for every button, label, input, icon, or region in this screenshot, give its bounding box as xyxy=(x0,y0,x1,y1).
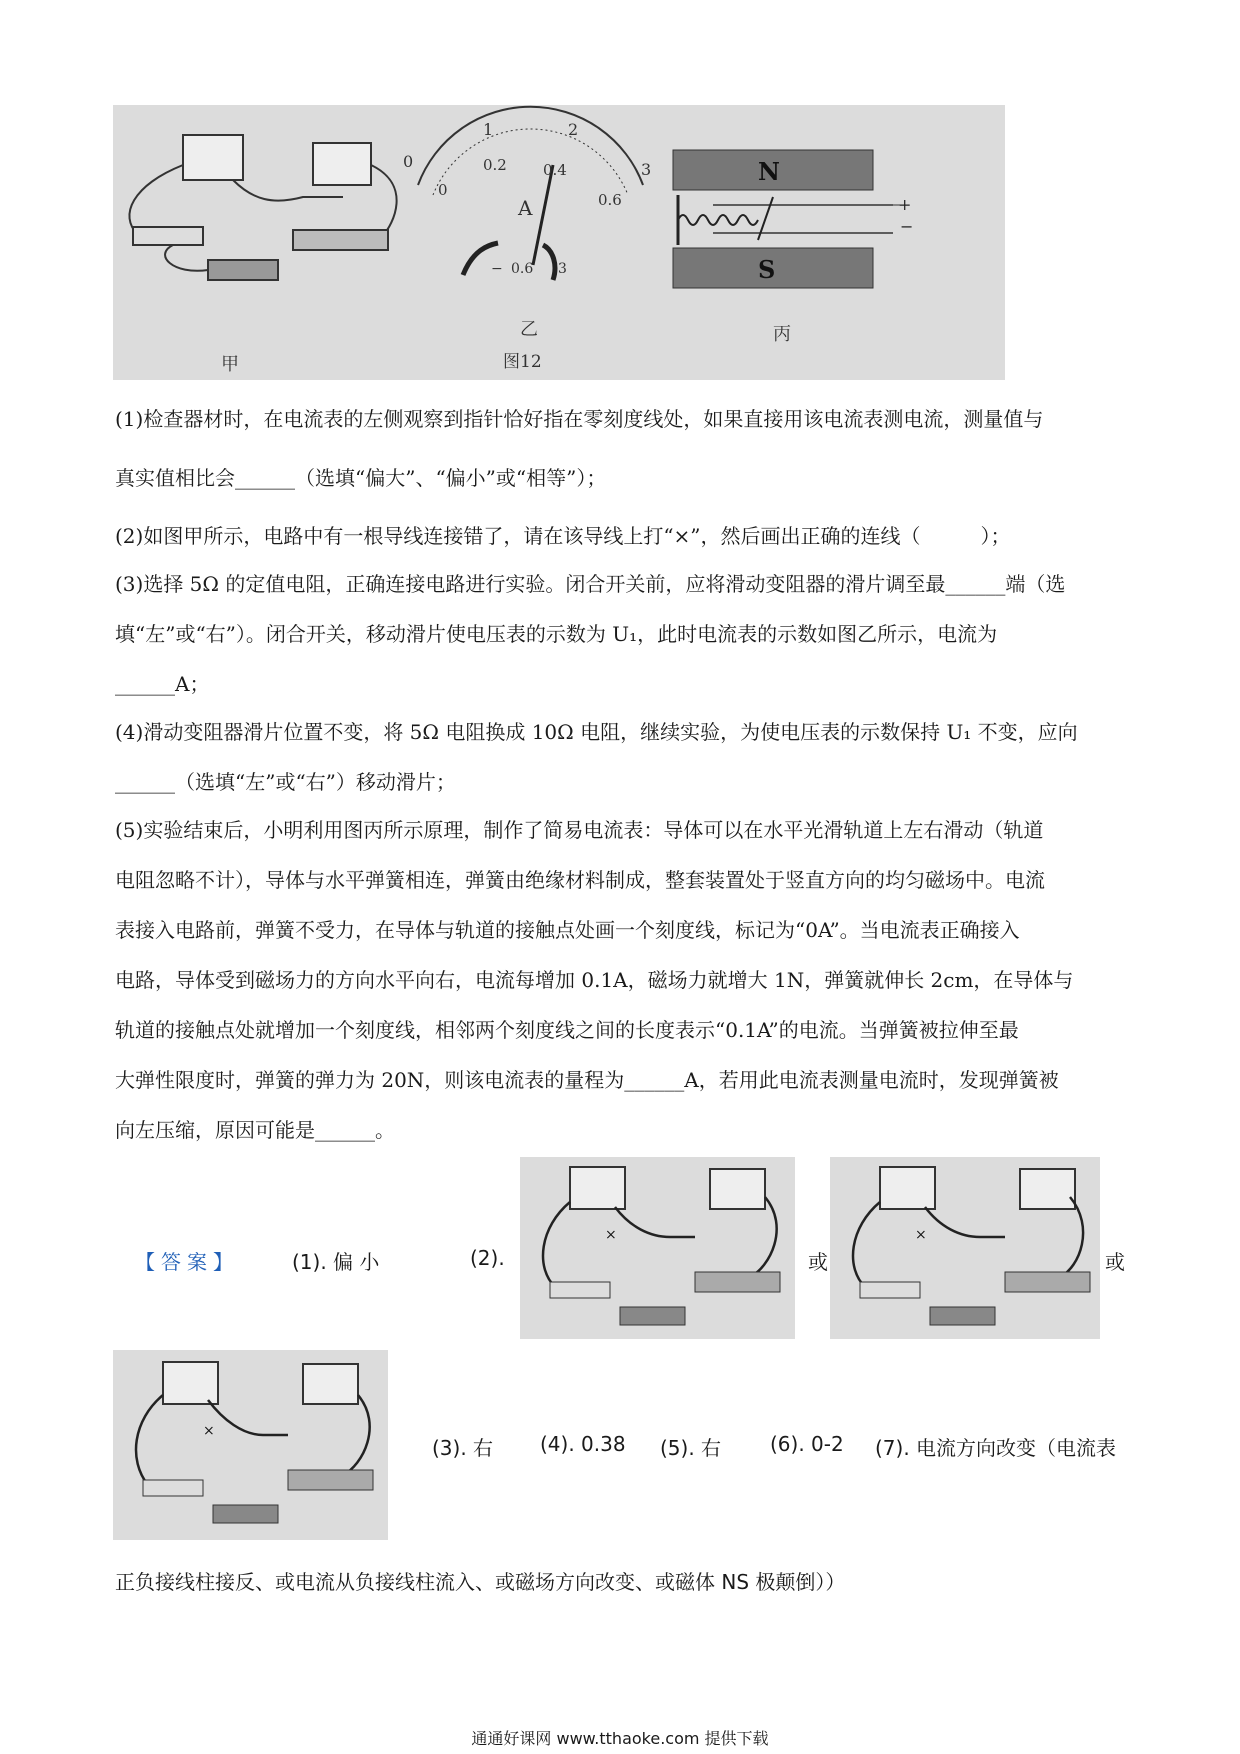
terminal-minus: − xyxy=(491,261,503,277)
answer-circuit-photo-2 xyxy=(830,1157,1100,1339)
q5-line1: (5)实验结束后，小明利用图丙所示原理，制作了简易电流表：导体可以在水平光滑轨道上左右滑动（轨道 xyxy=(115,818,1044,842)
label-yi: 乙 xyxy=(520,319,538,340)
scale-top-3: 3 xyxy=(641,160,652,179)
magnet-apparatus-bing xyxy=(673,150,913,288)
q5-line2: 电阻忽略不计），导体与水平弹簧相连，弹簧由绝缘材料制成，整套装置处于竖直方向的均匀磁场中。电流 xyxy=(115,868,1045,892)
answer-2: (2). xyxy=(470,1246,505,1270)
q4-line1: (4)滑动变阻器滑片位置不变，将 5Ω 电阻换成 10Ω 电阻，继续实验，为使电压表的示数保持 U₁ 不变，应向 xyxy=(115,720,1078,744)
circuit-diagram-jia xyxy=(129,135,396,280)
label-bing: 丙 xyxy=(773,324,791,345)
answer-7-continued: 正负接线柱接反、或电流从负接线柱流入、或磁场方向改变、或磁体 NS 极颠倒）） xyxy=(115,1570,846,1594)
answer-6: (6). 0-2 xyxy=(770,1432,844,1456)
scale-bottom-02: 0.2 xyxy=(483,156,507,174)
q1-line1: (1)检查器材时，在电流表的左侧观察到指针恰好指在零刻度线处，如果直接用该电流表测电流，测量值与 xyxy=(115,407,1044,431)
ammeter-unit: A xyxy=(518,196,533,220)
label-jia: 甲 xyxy=(221,354,239,375)
answer-or-1: 或 xyxy=(808,1250,828,1274)
figure-caption: 图12 xyxy=(503,352,542,372)
figure-12-drawing xyxy=(113,105,1005,380)
answer-5: (5). 右 xyxy=(660,1436,722,1460)
svg-text:×: × xyxy=(915,1227,927,1243)
answer-or-2: 或 xyxy=(1105,1250,1125,1274)
q2: (2)如图甲所示，电路中有一根导线连接错了，请在该导线上打“×”，然后画出正确的连线（ ）； xyxy=(115,524,1011,548)
scale-bottom-04: 0.4 xyxy=(543,161,567,179)
q4-line2: ______（选填“左”或“右”）移动滑片； xyxy=(115,770,456,794)
ammeter-dial-yi xyxy=(403,107,651,280)
magnet-south: S xyxy=(758,255,776,284)
q5-line3: 表接入电路前，弹簧不受力，在导体与轨道的接触点处画一个刻度线，标记为“0A”。当电流表正确接入 xyxy=(115,918,1020,942)
q3-line2: 填“左”或“右”）。闭合开关，移动滑片使电压表的示数为 U₁，此时电流表的示数如图乙所示，电流为 xyxy=(115,622,998,646)
scale-bottom-06: 0.6 xyxy=(598,191,622,209)
answer-7: (7). 电流方向改变（电流表 xyxy=(875,1436,1117,1460)
figure-12-photo xyxy=(113,105,1005,380)
svg-text:×: × xyxy=(605,1227,617,1243)
answer-4: (4). 0.38 xyxy=(540,1432,626,1456)
terminal-minus-bing: − xyxy=(900,217,914,236)
answer-label: 【答案】 xyxy=(135,1250,239,1274)
scale-bottom-0: 0 xyxy=(438,181,448,199)
svg-text:×: × xyxy=(203,1423,215,1439)
answer-3: (3). 右 xyxy=(432,1436,494,1460)
answer-circuit-photo-3 xyxy=(113,1350,388,1540)
q5-line7: 向左压缩，原因可能是______。 xyxy=(115,1118,395,1142)
footer: 通通好课网 www.tthaoke.com 提供下载 xyxy=(471,1729,769,1748)
q1-line2: 真实值相比会______（选填“偏大”、“偏小”或“相等”）； xyxy=(115,466,607,490)
scale-top-0: 0 xyxy=(403,152,414,171)
q5-line4: 电路，导体受到磁场力的方向水平向右，电流每增加 0.1A，磁场力就增大 1N，弹簧就伸长 2cm，在导体与 xyxy=(115,968,1074,992)
q3-line3: ______A； xyxy=(115,672,210,696)
q5-line5: 轨道的接触点处就增加一个刻度线，相邻两个刻度线之间的长度表示“0.1A”的电流。当弹簧被拉伸至最 xyxy=(115,1018,1019,1042)
terminal-06: 0.6 xyxy=(511,261,534,277)
terminal-3: 3 xyxy=(558,261,567,277)
answer-circuit-photo-1 xyxy=(520,1157,795,1339)
terminal-plus: + xyxy=(898,195,912,214)
q5-line6: 大弹性限度时，弹簧的弹力为 20N，则该电流表的量程为______A，若用此电流表测量电流时，发现弹簧被 xyxy=(115,1068,1059,1092)
scale-top-2: 2 xyxy=(568,120,579,139)
answer-1: (1). 偏 小 xyxy=(292,1250,380,1274)
magnet-north: N xyxy=(758,157,780,186)
q3-line1: (3)选择 5Ω 的定值电阻，正确连接电路进行实验。闭合开关前，应将滑动变阻器的滑片调至最______端（选 xyxy=(115,572,1066,596)
scale-top-1: 1 xyxy=(483,120,494,139)
